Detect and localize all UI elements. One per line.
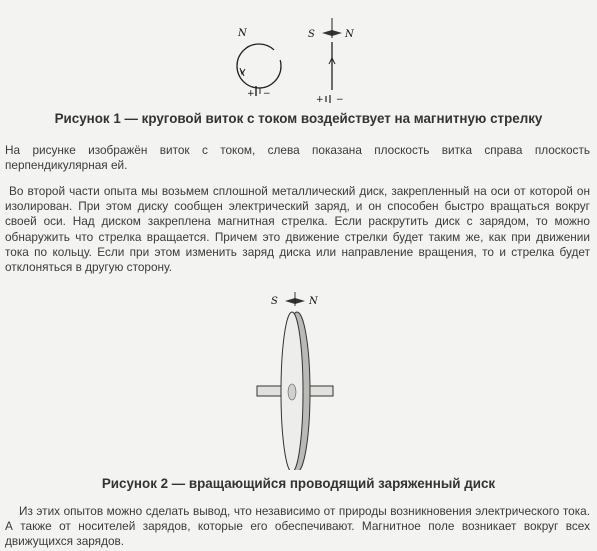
svg-text:+: + bbox=[316, 95, 324, 105]
compass-needle-2 bbox=[285, 292, 305, 306]
figure-1-caption: Рисунок 1 — круговой виток с током воздействует на магнитную стрелку bbox=[54, 111, 543, 126]
svg-text:−: − bbox=[336, 95, 344, 105]
label-n-left: N bbox=[238, 28, 247, 39]
label-n-fig2: N bbox=[309, 296, 318, 307]
figure-2-illustration bbox=[255, 290, 335, 470]
label-s-fig2: S bbox=[271, 296, 278, 307]
figure-1-illustration bbox=[222, 10, 372, 106]
svg-text:−: − bbox=[263, 89, 271, 99]
charged-disk bbox=[281, 312, 310, 470]
loop-edge-view bbox=[316, 42, 344, 105]
loop-front-view bbox=[237, 44, 281, 88]
paragraph-1: На рисунке изображён виток с током, слева показана плоскость витка справа плоскость перпендикулярная ей. bbox=[5, 143, 590, 173]
label-s-right: S bbox=[308, 29, 315, 40]
paragraph-2: Во второй части опыта мы возьмем сплошной металлический диск, закрепленный на оси от которой он изолирован. При этом диску сообщен электрический заряд, и он способен быстро вращаться вокруг своей оси. Над диском закреплена магнитная стрелка. Если раскрутить диск с зарядом, то можно обнаружить что стрелка вращается. Причем это движение стрелки будет таким же, как при движении тока по кольцу. Если при этом изменить заряд диска или направление вращения, то и стрелка будет отклоняться в другую сторону. bbox=[5, 184, 590, 275]
label-n-right: N bbox=[345, 29, 354, 40]
svg-text:+: + bbox=[247, 89, 255, 99]
paragraph-3: Из этих опытов можно сделать вывод, что независимо от природы возникновения электрического тока. А также от носителей зарядов, которые его обеспечивают. Магнитное поле возникает вокруг всех движущихся зарядов. bbox=[5, 504, 590, 549]
compass-needle bbox=[322, 18, 342, 38]
figure-2-caption: Рисунок 2 — вращающийся проводящий заряженный диск bbox=[101, 476, 496, 491]
